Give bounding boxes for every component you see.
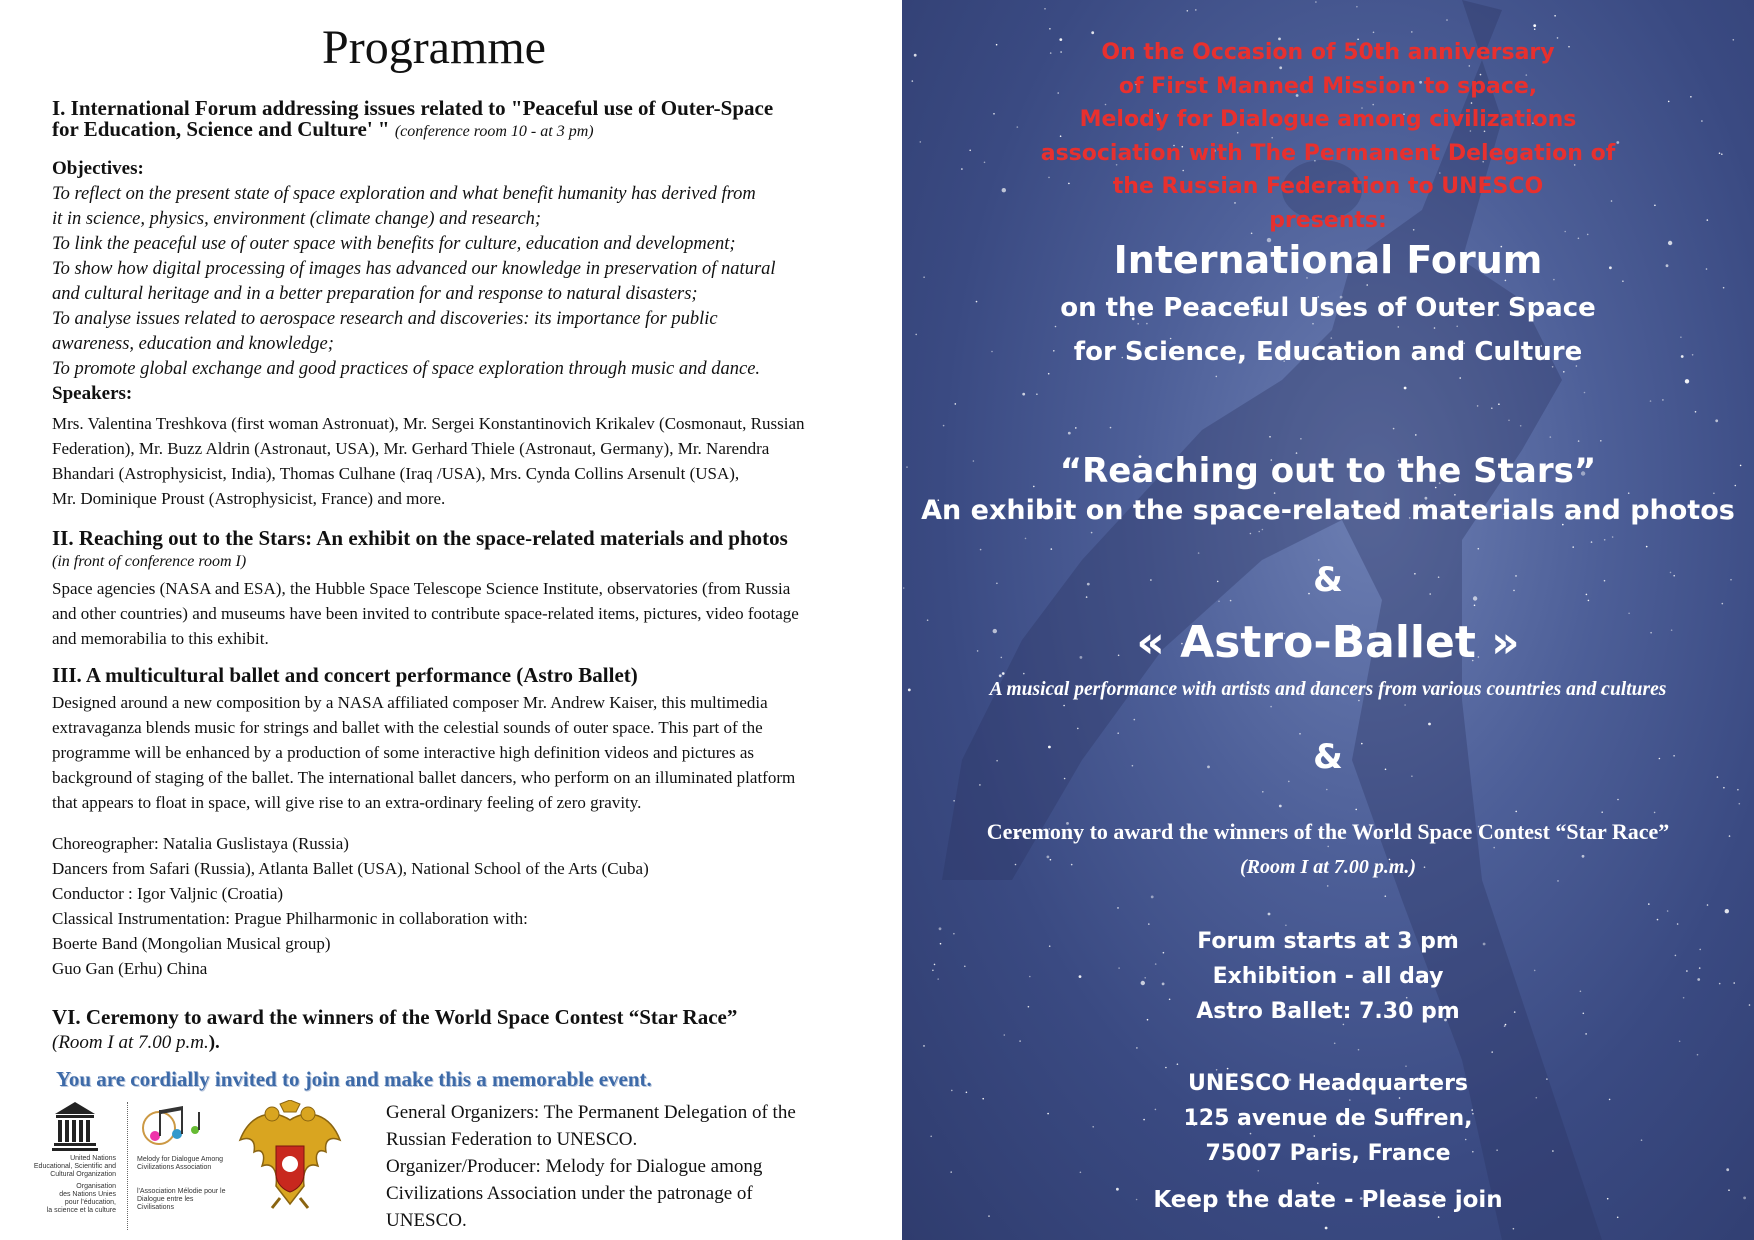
star bbox=[1434, 327, 1436, 329]
star bbox=[1685, 379, 1689, 383]
star bbox=[1077, 728, 1079, 730]
star bbox=[1117, 732, 1119, 734]
credit-line: Classical Instrumentation: Prague Philharmonic in collaboration with: bbox=[52, 909, 528, 928]
star bbox=[1648, 903, 1650, 905]
star bbox=[1091, 532, 1093, 534]
star bbox=[1737, 789, 1739, 791]
speakers-line: Mr. Dominique Proust (Astrophysicist, France) and more. bbox=[52, 489, 446, 508]
star bbox=[1617, 1217, 1619, 1219]
mdca-caption-fr bbox=[137, 1188, 229, 1212]
star bbox=[1554, 15, 1556, 17]
star bbox=[1491, 1051, 1493, 1053]
star bbox=[1279, 805, 1282, 808]
venue-line: 125 avenue de Suffren, bbox=[1183, 1106, 1473, 1131]
occasion-line: association with The Permanent Delegation of bbox=[1040, 140, 1616, 166]
star bbox=[1534, 28, 1536, 30]
star bbox=[1584, 392, 1586, 394]
star bbox=[1373, 32, 1375, 34]
star bbox=[1137, 323, 1139, 325]
credit-line: Boerte Band (Mongolian Musical group) bbox=[52, 934, 331, 953]
unesco-caption-line: la science et la culture bbox=[46, 1207, 116, 1214]
star bbox=[1628, 492, 1630, 494]
ballet-subtitle: A musical performance with artists and dancers from various countries and cultures bbox=[989, 679, 1667, 700]
star bbox=[1385, 895, 1387, 897]
programme-title: Programme bbox=[322, 21, 546, 74]
mdca-caption-line: l'Association Mélodie pour le bbox=[137, 1188, 226, 1195]
unesco-caption-line: pour l'éducation, bbox=[64, 1199, 116, 1206]
star bbox=[1110, 427, 1112, 429]
star bbox=[1650, 400, 1652, 402]
star bbox=[1195, 9, 1197, 11]
star bbox=[1177, 1063, 1179, 1065]
star bbox=[1474, 605, 1476, 607]
star bbox=[1312, 323, 1314, 325]
star bbox=[999, 674, 1002, 677]
objective-line: To link the peaceful use of outer space with benefits for culture, education and development; bbox=[52, 234, 736, 254]
star bbox=[1572, 546, 1574, 548]
star bbox=[1268, 913, 1271, 916]
star bbox=[1218, 601, 1220, 603]
objective-line: To analyse issues related to aerospace research and discoveries: its importance for public bbox=[52, 309, 718, 329]
unesco-caption-fr bbox=[20, 1183, 116, 1215]
section-2-line: and memorabilia to this exhibit. bbox=[52, 629, 269, 648]
star bbox=[1134, 719, 1136, 721]
star bbox=[1478, 548, 1480, 550]
unesco-logo bbox=[20, 1100, 130, 1234]
star bbox=[1068, 432, 1071, 435]
venue-line: UNESCO Headquarters bbox=[1187, 1071, 1469, 1096]
section-3-line: Designed around a new composition by a NASA affiliated composer Mr. Andrew Kaiser, this multimedia bbox=[52, 693, 768, 712]
star bbox=[1091, 31, 1094, 34]
logo-divider bbox=[127, 1102, 129, 1230]
star bbox=[1713, 493, 1715, 495]
star bbox=[1063, 705, 1065, 707]
section-4-note-text: (Room I at 7.00 p.m. bbox=[52, 1032, 209, 1053]
star bbox=[1578, 440, 1580, 442]
occasion-line: Melody for Dialogue among civilizations bbox=[1079, 107, 1577, 132]
star bbox=[1023, 673, 1025, 675]
star bbox=[1049, 28, 1051, 30]
credit-line: Conductor : Igor Valjnic (Croatia) bbox=[52, 884, 284, 903]
star bbox=[1250, 533, 1252, 535]
star bbox=[1533, 24, 1536, 27]
star bbox=[1327, 885, 1329, 887]
star bbox=[1258, 531, 1260, 533]
objective-line: and cultural heritage and in a better preparation for and response to natural disasters; bbox=[52, 284, 698, 304]
ceremony-note: (Room I at 7.00 p.m.) bbox=[1239, 856, 1417, 878]
invitation-poster bbox=[902, 0, 1754, 1240]
star bbox=[1707, 904, 1709, 906]
objectives-list bbox=[52, 182, 897, 382]
russian-coat-of-arms bbox=[232, 1100, 348, 1226]
section-2-note: (in front of conference room I) bbox=[52, 553, 247, 570]
section-3-line: extravaganza blends music for strings and ballet with the celestial sounds of outer space. This part of the bbox=[52, 718, 763, 737]
star bbox=[1715, 419, 1718, 422]
ampersand-1: & bbox=[1313, 560, 1343, 600]
unesco-temple-icon bbox=[20, 1100, 130, 1156]
star bbox=[1601, 811, 1603, 813]
forum-subtitle-1: on the Peaceful Uses of Outer Space bbox=[1060, 293, 1596, 323]
section-2-line: and other countries) and museums have been invited to contribute space-related items, pictures, video footage bbox=[52, 604, 799, 623]
objectives-label: Objectives: bbox=[52, 158, 144, 179]
section-2-body bbox=[52, 576, 900, 651]
star bbox=[1563, 371, 1565, 373]
star bbox=[1325, 1227, 1328, 1230]
unesco-caption-line: Educational, Scientific and bbox=[33, 1163, 116, 1170]
mdca-caption-line: Melody for Dialogue Among bbox=[137, 1156, 223, 1163]
star bbox=[1187, 10, 1189, 12]
organizers-text bbox=[386, 1099, 896, 1234]
organizers-line: Russian Federation to UNESCO. bbox=[386, 1129, 638, 1150]
credit-line: Choreographer: Natalia Guslistaya (Russia) bbox=[52, 834, 349, 853]
star bbox=[1604, 539, 1606, 541]
star bbox=[1438, 1216, 1440, 1218]
star bbox=[1646, 546, 1648, 548]
occasion-line: the Russian Federation to UNESCO bbox=[1112, 174, 1544, 199]
star bbox=[1550, 436, 1552, 438]
section-2-heading: II. Reaching out to the Stars: An exhibit on the space-related materials and photos bbox=[52, 526, 788, 550]
section-3-credits bbox=[52, 831, 900, 981]
star bbox=[1151, 896, 1154, 899]
star bbox=[1136, 1047, 1138, 1049]
star bbox=[1216, 376, 1218, 378]
star bbox=[1612, 536, 1614, 538]
star bbox=[1064, 778, 1066, 780]
schedule-line: Exhibition - all day bbox=[1212, 964, 1444, 989]
mdca-logo bbox=[137, 1100, 229, 1234]
star bbox=[1667, 910, 1669, 912]
objective-line: To show how digital processing of images has advanced our knowledge in preservation of natural bbox=[52, 259, 776, 279]
section-4-note-end: ). bbox=[208, 1032, 220, 1053]
star bbox=[1317, 1182, 1319, 1184]
star bbox=[1628, 613, 1630, 615]
star bbox=[1326, 789, 1328, 791]
schedule-line: Astro Ballet: 7.30 pm bbox=[1196, 999, 1460, 1024]
forum-title: International Forum bbox=[1113, 238, 1543, 282]
star bbox=[1513, 1228, 1515, 1230]
star bbox=[1051, 548, 1053, 550]
section-1-heading-line1: I. International Forum addressing issues related to "Peaceful use of Outer-Space bbox=[52, 96, 774, 120]
star bbox=[1022, 393, 1025, 396]
speakers-line: Federation), Mr. Buzz Aldrin (Astronaut, USA), Mr. Gerhard Thiele (Astronaut, Germany), Mr. Narendra bbox=[52, 439, 770, 458]
occasion-line: On the Occasion of 50th anniversary bbox=[1101, 40, 1555, 65]
invitation-text: You are cordially invited to join and make this a memorable event. bbox=[56, 1067, 652, 1091]
star bbox=[1288, 781, 1290, 783]
star bbox=[1036, 393, 1038, 395]
speakers-label: Speakers: bbox=[52, 383, 133, 404]
star bbox=[1491, 407, 1493, 409]
star bbox=[1515, 811, 1517, 813]
section-3-heading: III. A multicultural ballet and concert performance (Astro Ballet) bbox=[52, 663, 638, 687]
star bbox=[1493, 847, 1495, 849]
star bbox=[1334, 1043, 1336, 1045]
star bbox=[1617, 799, 1619, 801]
organizers-line: UNESCO. bbox=[386, 1210, 467, 1231]
objective-line: To promote global exchange and good practices of space exploration through music and dance. bbox=[52, 359, 761, 379]
star bbox=[1315, 1, 1317, 3]
star bbox=[955, 403, 957, 405]
star bbox=[1025, 538, 1027, 540]
section-1-heading-line2: for Education, Science and Culture' " bbox=[52, 117, 390, 141]
star bbox=[1679, 1041, 1681, 1043]
double-headed-eagle-icon bbox=[232, 1100, 348, 1226]
venue-line: 75007 Paris, France bbox=[1205, 1141, 1451, 1166]
section-3-line: programme will be enhanced by a production of some interactive high definition videos and pictures as bbox=[52, 743, 754, 762]
star bbox=[1459, 377, 1461, 379]
ampersand-2: & bbox=[1313, 737, 1343, 777]
star bbox=[1600, 440, 1602, 442]
star bbox=[980, 549, 982, 551]
star bbox=[988, 1215, 990, 1217]
schedule-line: Forum starts at 3 pm bbox=[1197, 929, 1459, 954]
star bbox=[1117, 907, 1119, 909]
occasion-line: of First Manned Mission to space, bbox=[1118, 73, 1538, 99]
star bbox=[979, 784, 981, 786]
objective-line: awareness, education and knowledge; bbox=[52, 334, 334, 354]
star bbox=[1003, 673, 1005, 675]
star bbox=[1269, 436, 1271, 438]
forum-subtitle-2: for Science, Education and Culture bbox=[1073, 337, 1583, 367]
star bbox=[1477, 405, 1479, 407]
occasion-text bbox=[902, 36, 1754, 237]
ceremony-text: Ceremony to award the winners of the World Space Contest “Star Race” bbox=[986, 819, 1670, 844]
star bbox=[1411, 31, 1413, 33]
star bbox=[1591, 541, 1593, 543]
exhibit-subtitle: An exhibit on the space-related materials and photos bbox=[921, 495, 1735, 526]
schedule bbox=[902, 924, 1754, 1029]
star bbox=[950, 1171, 952, 1173]
star bbox=[1004, 1034, 1006, 1036]
star bbox=[1657, 919, 1659, 921]
mdca-caption-line: Dialogue entre les bbox=[137, 1196, 194, 1203]
section-3-line: that appears to float in space, will give rise to an extra-ordinary feeling of zero gravity. bbox=[52, 793, 642, 812]
star bbox=[1428, 723, 1431, 726]
star bbox=[1262, 529, 1264, 531]
section-3-body bbox=[52, 690, 900, 815]
star bbox=[1146, 323, 1148, 325]
speakers-line: Bhandari (Astrophysicist, India), Thomas Culhane (Iraq /USA), Mrs. Cynda Collins Arsenult (USA), bbox=[52, 464, 740, 483]
ballet-title: « Astro-Ballet » bbox=[1136, 617, 1520, 668]
section-4-note bbox=[52, 1032, 220, 1054]
star bbox=[1404, 704, 1406, 706]
speakers-line: Mrs. Valentina Treshkova (first woman Astronuat), Mr. Sergei Konstantinovich Krikalev (Cosmonaut, Russian bbox=[52, 414, 805, 433]
mdca-caption-line: Civilizations Association bbox=[137, 1164, 212, 1171]
credit-line: Dancers from Safari (Russia), Atlanta Ballet (USA), National School of the Arts (Cuba) bbox=[52, 859, 649, 878]
star bbox=[1398, 326, 1400, 328]
star bbox=[1520, 425, 1522, 427]
star bbox=[1725, 909, 1729, 913]
unesco-caption-line: des Nations Unies bbox=[59, 1191, 116, 1198]
star bbox=[1654, 812, 1656, 814]
star bbox=[1404, 387, 1407, 390]
speakers-list bbox=[52, 411, 900, 511]
star bbox=[1262, 791, 1264, 793]
section-4-heading: VI. Ceremony to award the winners of the World Space Contest “Star Race” bbox=[52, 1005, 738, 1029]
unesco-caption-line: United Nations bbox=[70, 1155, 116, 1162]
star bbox=[1299, 733, 1301, 735]
star bbox=[1327, 846, 1329, 848]
section-3-line: background of staging of the ballet. The international ballet dancers, who perform on an illuminated platform bbox=[52, 768, 796, 787]
star bbox=[1695, 411, 1697, 413]
star bbox=[1048, 373, 1050, 375]
star bbox=[1358, 1049, 1360, 1051]
star bbox=[1722, 603, 1724, 605]
mdca-caption-line: Civilisations bbox=[137, 1204, 174, 1211]
unesco-caption-line: Cultural Organization bbox=[50, 1171, 116, 1178]
section-1-note: (conference room 10 - at 3 pm) bbox=[394, 123, 594, 140]
star bbox=[1585, 1033, 1587, 1035]
star bbox=[1498, 403, 1500, 405]
music-notes-icon bbox=[137, 1100, 217, 1156]
star bbox=[1198, 552, 1200, 554]
star bbox=[1075, 427, 1077, 429]
star bbox=[1230, 600, 1232, 602]
star bbox=[1356, 6, 1358, 8]
mdca-caption-en bbox=[137, 1156, 229, 1172]
section-2-line: Space agencies (NASA and ESA), the Hubble Space Telescope Science Institute, observatories (from Russia bbox=[52, 579, 791, 598]
objective-line: it in science, physics, environment (climate change) and research; bbox=[52, 209, 542, 229]
star bbox=[1080, 1172, 1082, 1174]
star bbox=[1415, 434, 1417, 436]
star bbox=[1019, 1040, 1021, 1042]
star bbox=[943, 425, 945, 427]
star bbox=[1723, 787, 1725, 789]
organizers-line: General Organizers: The Permanent Delegation of the bbox=[386, 1102, 796, 1123]
credit-line: Guo Gan (Erhu) China bbox=[52, 959, 208, 978]
star bbox=[1300, 438, 1302, 440]
exhibit-title: “Reaching out to the Stars” bbox=[1059, 451, 1597, 491]
star bbox=[923, 1045, 925, 1047]
section-1-heading bbox=[52, 98, 892, 142]
star bbox=[1446, 19, 1448, 21]
star bbox=[1697, 1054, 1699, 1056]
closing-text: Keep the date - Please join bbox=[1153, 1187, 1503, 1213]
unesco-caption-line: Organisation bbox=[76, 1183, 116, 1190]
star bbox=[915, 334, 917, 336]
organizers-line: Civilizations Association under the patronage of bbox=[386, 1183, 753, 1204]
star bbox=[1723, 287, 1725, 289]
star bbox=[953, 800, 955, 802]
star bbox=[1044, 8, 1046, 10]
unesco-caption-en bbox=[20, 1155, 116, 1179]
star bbox=[1662, 399, 1664, 401]
star bbox=[1393, 428, 1395, 430]
organizers-line: Organizer/Producer: Melody for Dialogue among bbox=[386, 1156, 763, 1177]
star bbox=[1270, 706, 1272, 708]
star bbox=[1274, 492, 1276, 494]
star bbox=[1355, 809, 1357, 811]
objective-line: To reflect on the present state of space exploration and what benefit humanity has derived from bbox=[52, 184, 756, 204]
star bbox=[1366, 284, 1368, 286]
star bbox=[1508, 420, 1510, 422]
occasion-line: presents: bbox=[1269, 207, 1387, 233]
venue bbox=[902, 1066, 1754, 1171]
star bbox=[1456, 326, 1458, 328]
star bbox=[1557, 880, 1559, 882]
star bbox=[1739, 803, 1741, 805]
star bbox=[1055, 326, 1057, 328]
